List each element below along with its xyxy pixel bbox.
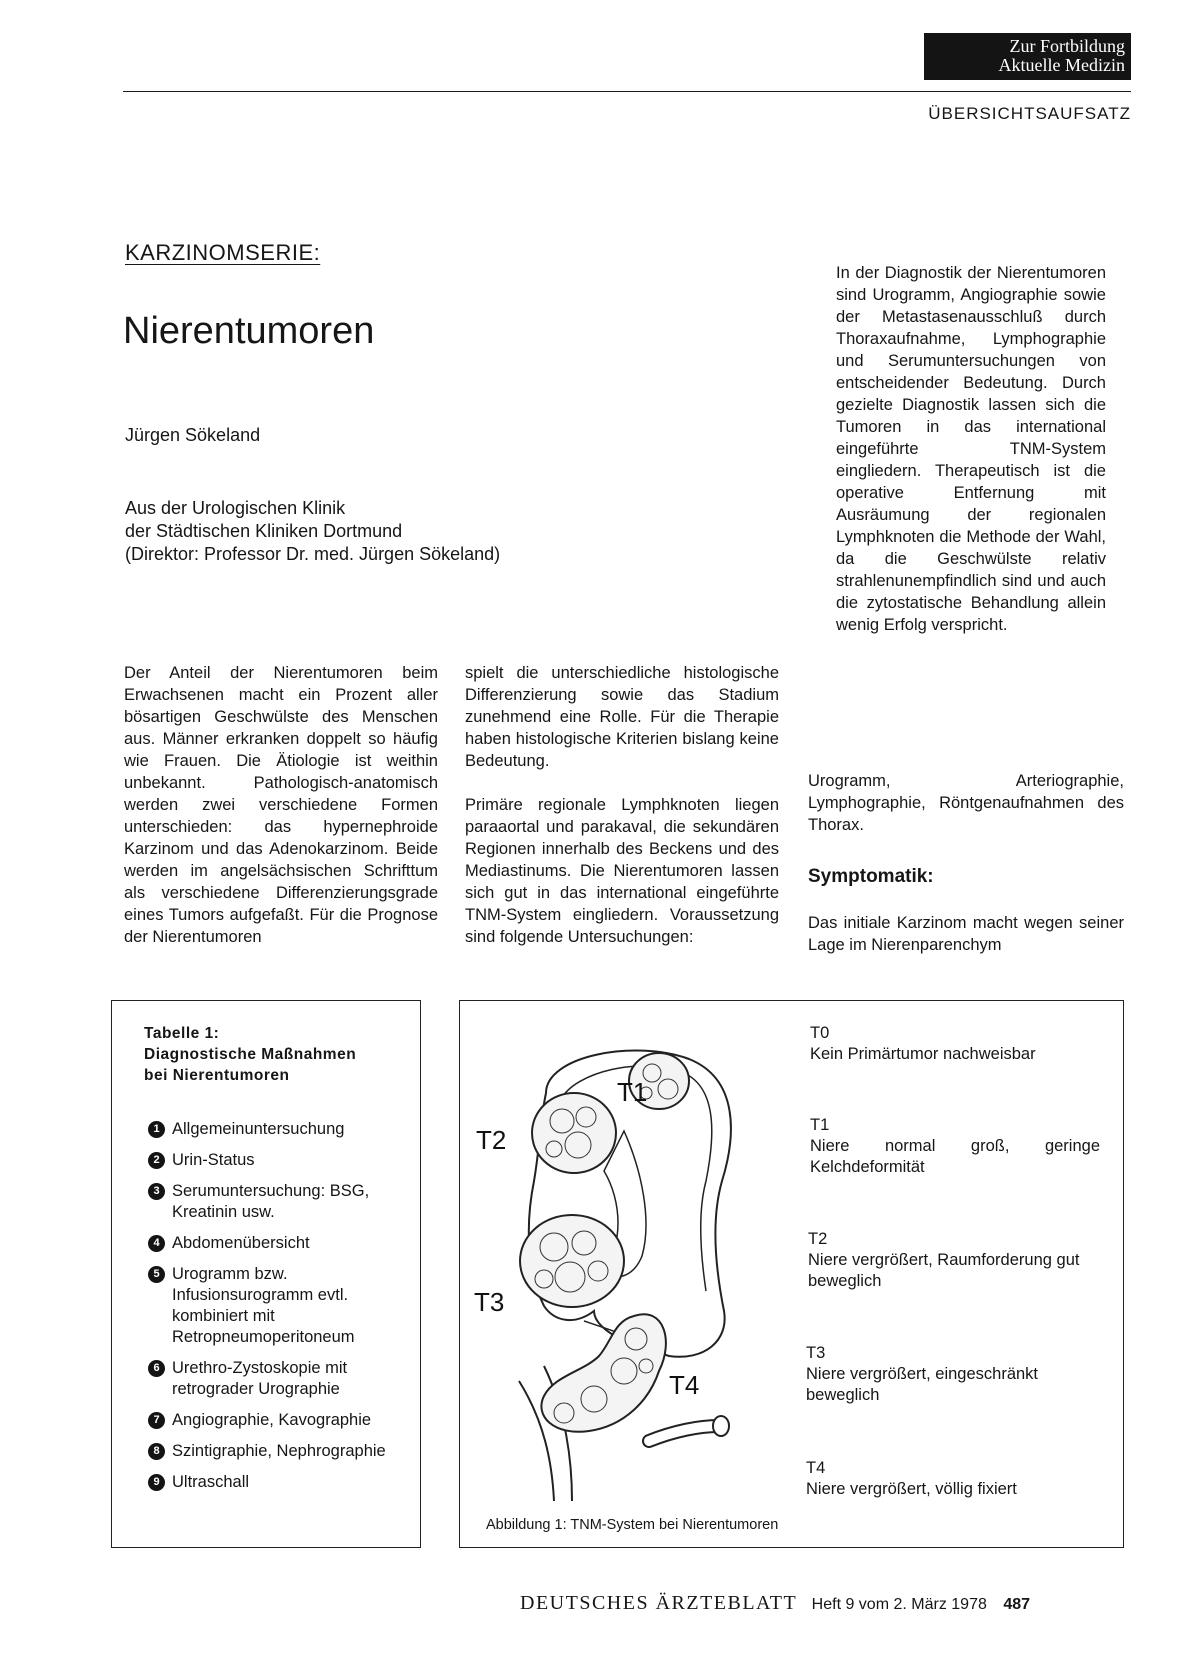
list-item-text: Ultraschall	[172, 1473, 250, 1491]
section-label: ÜBERSICHTSAUFSATZ	[928, 104, 1131, 123]
list-item-text: Serumuntersuchung: BSG, Kreatinin usw.	[172, 1182, 370, 1221]
list-item	[148, 1410, 398, 1431]
label-t3: T3	[474, 1287, 505, 1317]
label-t1: T1	[617, 1077, 648, 1107]
body-column-1	[124, 662, 438, 948]
figure-caption: Abbildung 1: TNM-System bei Nierentumoren	[486, 1517, 779, 1533]
list-item	[148, 1472, 398, 1493]
list-item	[148, 1441, 398, 1462]
issue-info: Heft 9 vom 2. März 1978	[811, 1596, 987, 1613]
affiliation	[125, 497, 500, 566]
label-t2: T2	[476, 1125, 507, 1155]
number-bullet: 4	[148, 1235, 165, 1252]
stage-code: T4	[806, 1459, 826, 1477]
stage-code: T1	[810, 1116, 830, 1134]
tumor-t4	[541, 1314, 665, 1432]
list-item-text: Szintigraphie, Nephrographie	[172, 1442, 386, 1460]
number-bullet: 7	[148, 1412, 165, 1429]
header-rule	[123, 91, 1131, 92]
list-item	[148, 1181, 398, 1223]
author: Jürgen Sökeland	[125, 425, 261, 445]
tumor-t3	[520, 1215, 624, 1307]
footer	[520, 1592, 1030, 1615]
number-bullet: 8	[148, 1443, 165, 1460]
body-paragraph: Der Anteil der Nierentumoren beim Erwachsenen macht ein Prozent aller bösartigen Geschwülste des Menschen aus. Männer erkranken doppelt so häufig wie Frauen. Die Ätiologie ist weithin unbekannt. Pathologisch-anatomisch werden zwei verschiedene Formen unterschieden: das hypernephroide Karzinom und das Adenokarzinom. Beide werden im angelsächsischen Schrifttum als verschiedene Differenzierungsgrade eines Tumors aufgefaßt. Für die Prognose der Nierentumoren	[124, 664, 438, 946]
table-title	[144, 1023, 356, 1086]
series-label: KARZINOMSERIE:	[125, 240, 321, 265]
abstract	[836, 262, 1106, 636]
list-item-text: Urin-Status	[172, 1151, 255, 1169]
stage-code: T2	[808, 1230, 828, 1248]
stage-code: T0	[810, 1024, 830, 1042]
affiliation-line-3: (Direktor: Professor Dr. med. Jürgen Sökeland)	[125, 544, 501, 564]
body-column-3	[808, 770, 1124, 956]
label-t4: T4	[669, 1370, 700, 1400]
table-title-line-2: Diagnostische Maßnahmen	[144, 1046, 357, 1063]
vessel-lumen	[649, 1426, 719, 1441]
stage-description: Kein Primärtumor nachweisbar	[810, 1045, 1036, 1063]
page-number: 487	[1003, 1596, 1031, 1613]
list-item-text: Urethro-Zystoskopie mit retrograder Urographie	[172, 1359, 348, 1398]
stage-description: Niere vergrößert, völlig fixiert	[806, 1480, 1017, 1498]
list-item	[148, 1358, 398, 1400]
stage-description: Niere normal groß, geringe Kelchdeformität	[810, 1137, 1100, 1176]
affiliation-line-1: Aus der Urologischen Klinik	[125, 498, 346, 518]
affiliation-line-2: der Städtischen Kliniken Dortmund	[125, 521, 403, 541]
list-item-text: Angiographie, Kavographie	[172, 1411, 372, 1429]
badge-line-1: Zur Fortbildung	[1009, 36, 1125, 56]
table-title-line-3: bei Nierentumoren	[144, 1067, 290, 1084]
stage-t4	[806, 1458, 1096, 1500]
list-item	[148, 1264, 398, 1348]
number-bullet: 1	[148, 1121, 165, 1138]
journal-name: DEUTSCHES ÄRZTEBLATT	[520, 1592, 798, 1614]
list-item-text: Allgemeinuntersuchung	[172, 1120, 345, 1138]
list-item	[148, 1233, 398, 1254]
figure-1	[459, 1000, 1124, 1548]
number-bullet: 3	[148, 1183, 165, 1200]
diagnostic-list	[148, 1119, 398, 1503]
kidney-illustration	[474, 1021, 804, 1501]
section-heading: Symptomatik:	[808, 866, 934, 887]
number-bullet: 6	[148, 1360, 165, 1377]
stage-t0	[810, 1023, 1100, 1065]
list-item	[148, 1150, 398, 1171]
number-bullet: 5	[148, 1266, 165, 1283]
body-column-2	[465, 662, 779, 948]
abstract-text: In der Diagnostik der Nierentumoren sind Urogramm, Angiographie sowie der Metastasenausschluß durch Thoraxaufnahme, Lymphographie und Serumuntersuchungen von entscheidender Bedeutung. Durch gezielte Diagnostik lassen sich die Tumoren in das international eingeführte TNM-System eingliedern. Therapeutisch ist die operative Entfernung mit Ausräumung der regionalen Lymphknoten die Methode der Wahl, da die Geschwülste relativ strahlenunempfindlich sind und auch die zytostatische Behandlung allein wenig Erfolg verspricht.	[836, 264, 1106, 634]
body-paragraph: Das initiale Karzinom macht wegen seiner Lage im Nierenparenchym	[808, 914, 1124, 954]
list-item-text: Abdomenübersicht	[172, 1234, 310, 1252]
section-badge	[924, 33, 1131, 80]
article-title: Nierentumoren	[123, 310, 375, 352]
table-1	[111, 1000, 421, 1548]
list-item	[148, 1119, 398, 1140]
tumor-t2	[532, 1093, 616, 1173]
stage-description: Niere vergrößert, eingeschränkt beweglich	[806, 1365, 1039, 1404]
badge-line-2: Aktuelle Medizin	[998, 55, 1125, 75]
vessel-end	[713, 1416, 729, 1436]
stage-t1	[810, 1115, 1100, 1178]
body-paragraph: spielt die unterschiedliche histologische Differenzierung sowie das Stadium zunehmend eine Rolle. Für die Therapie haben histologische Kriterien bislang keine Bedeutung.	[465, 664, 779, 770]
number-bullet: 2	[148, 1152, 165, 1169]
stage-description: Niere vergrößert, Raumforderung gut beweglich	[808, 1251, 1080, 1290]
list-item-text: Urogramm bzw. Infusionsurogramm evtl. kombiniert mit Retropneumoperitoneum	[172, 1265, 355, 1346]
table-title-line-1: Tabelle 1:	[144, 1025, 220, 1042]
body-paragraph: Primäre regionale Lymphknoten liegen paraaortal und parakaval, die sekundären Regionen innerhalb des Beckens und des Mediastinums. Die Nierentumoren lassen sich gut in das international eingeführte TNM-System eingliedern. Voraussetzung sind folgende Untersuchungen:	[465, 796, 779, 946]
body-paragraph: Urogramm, Arteriographie, Lymphographie, Röntgenaufnahmen des Thorax.	[808, 772, 1124, 834]
stage-t2	[808, 1229, 1098, 1292]
number-bullet: 9	[148, 1474, 165, 1491]
stage-code: T3	[806, 1344, 826, 1362]
stage-t3	[806, 1343, 1096, 1406]
